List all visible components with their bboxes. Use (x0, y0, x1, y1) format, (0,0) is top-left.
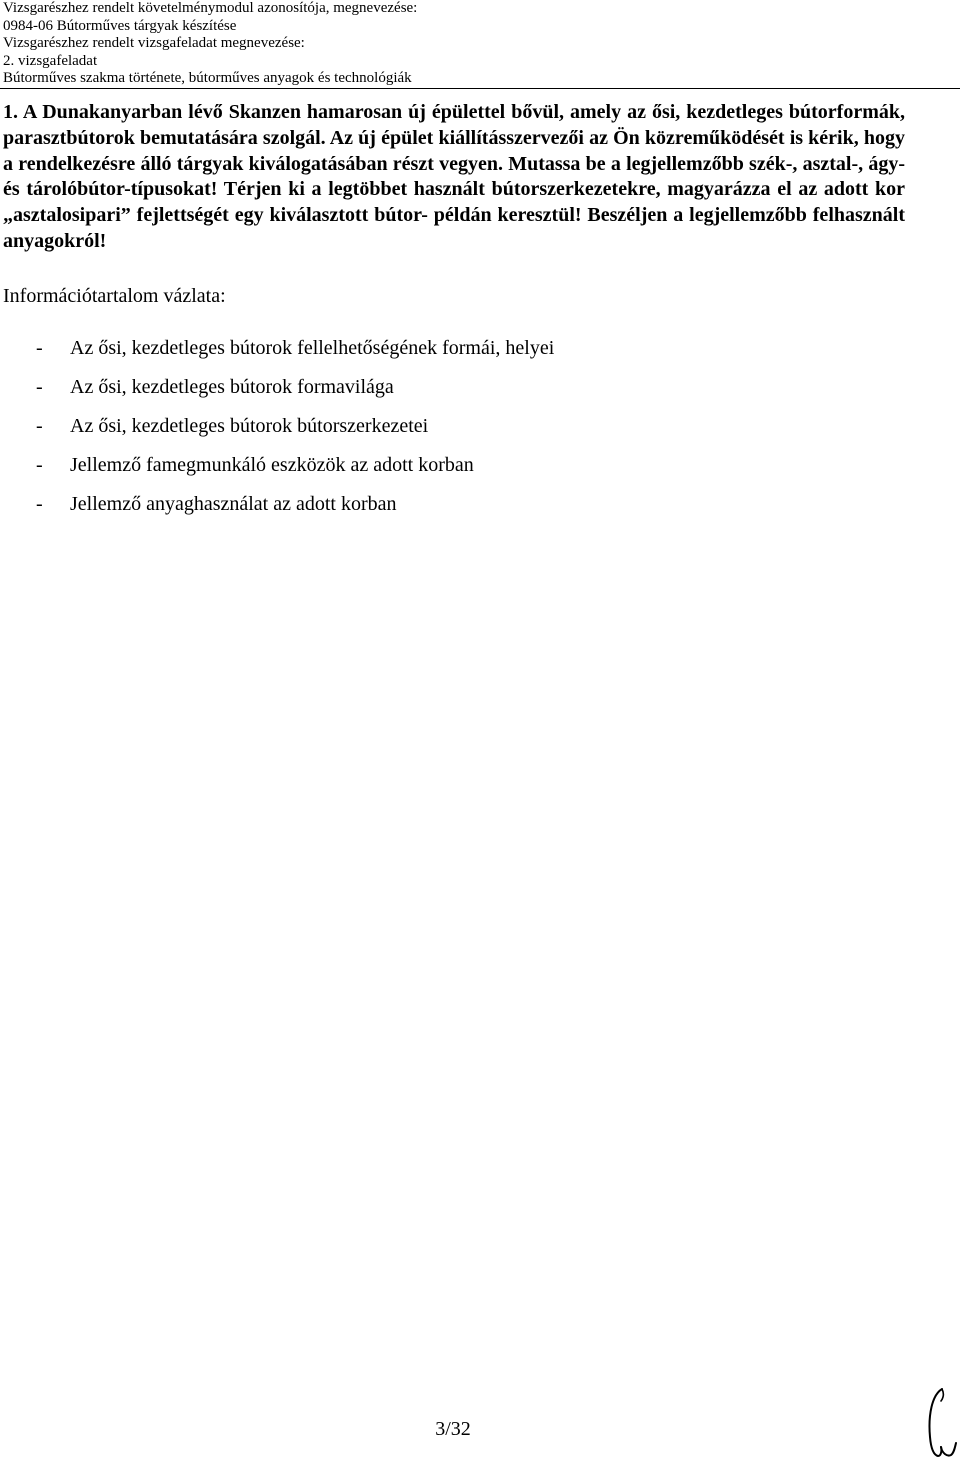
header-task-name: Bútorműves szakma története, bútorműves anyagok és technológiák (3, 70, 412, 87)
list-item-text: Jellemző anyaghasználat az adott korban (70, 493, 397, 515)
header-module-label: Vizsgarészhez rendelt követelménymodul azonosítója, megnevezése: (3, 0, 418, 16)
signature-icon (920, 1385, 960, 1460)
bullet-dash: - (36, 493, 43, 515)
list-item-text: Az ősi, kezdetleges bútorok formavilága (70, 376, 394, 398)
bullet-dash: - (36, 337, 43, 359)
outline-title: Információtartalom vázlata: (3, 285, 226, 307)
list-item-text: Az ősi, kezdetleges bútorok fellelhetőségének formái, helyei (70, 337, 555, 359)
bullet-dash: - (36, 376, 43, 398)
header-module-name: 0984-06 Bútorműves tárgyak készítése (3, 17, 237, 34)
page-number: 3/32 (435, 1418, 471, 1440)
header-task-label: Vizsgarészhez rendelt vizsgafeladat megnevezése: (3, 35, 305, 52)
list-item-text: Jellemző famegmunkáló eszközök az adott korban (70, 454, 474, 476)
document-header (3, 0, 943, 88)
header-task-number: 2. vizsgafeladat (3, 52, 98, 69)
list-item-text: Az ősi, kezdetleges bútorok bútorszerkezetei (70, 415, 429, 437)
task-description: 1. A Dunakanyarban lévő Skanzen hamarosan új épülettel bővül, amely az ősi, kezdetleges bútorformák, parasztbútorok bemutatására szolgál. Az új épület kiállításszervezői az Ön közreműködését is kérik, hogy a rendelkezésre álló tárgyak kiválogatásában részt vegyen. Mutassa be a legjellemzőbb szék-, asztal-, ágy- és tárolóbútor-típusokat! Térjen ki a legtöbbet használt bútorszerkezetekre, magyarázza el az adott kor „asztalosipari” fejlettségét egy kiválasztott bútor- példán keresztül! Beszéljen a legjellemzőbb felhasznált anyagokról! (3, 101, 905, 252)
bullet-dash: - (36, 454, 43, 476)
bullet-dash: - (36, 415, 43, 437)
header-divider (0, 88, 960, 89)
